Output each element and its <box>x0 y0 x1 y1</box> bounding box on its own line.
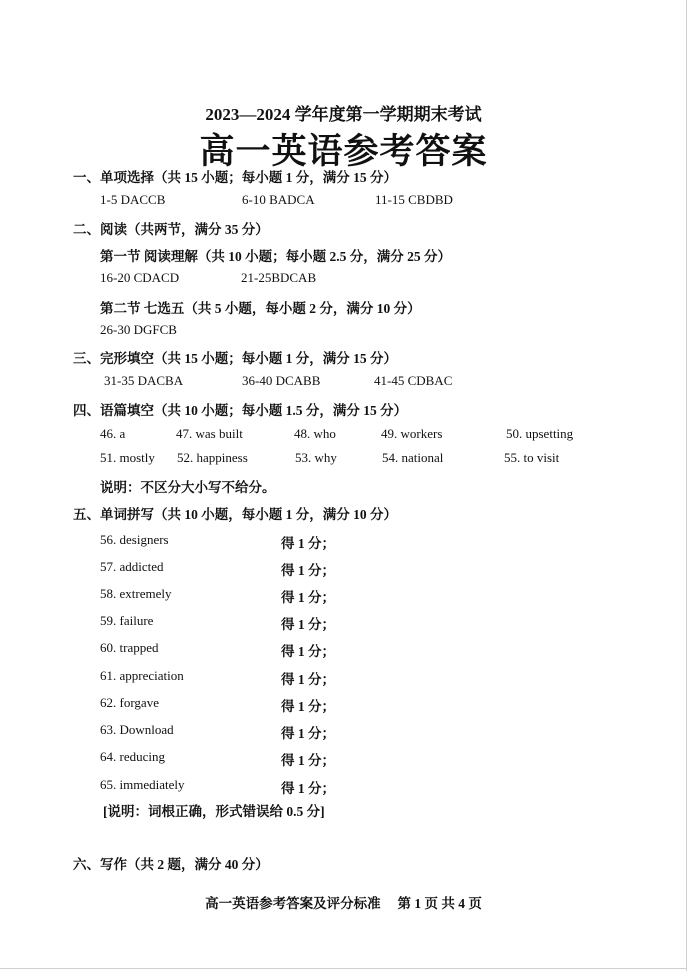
answer-item: 51. mostly <box>100 450 155 465</box>
answer-item: 53. why <box>295 450 337 465</box>
section-2-heading: 二、阅读（共两节，满分 35 分） <box>73 222 269 237</box>
answer-item: 55. to visit <box>504 450 560 465</box>
answer-group: 6-10 BADCA <box>242 192 315 207</box>
spelling-answer: 57. addicted <box>100 559 164 574</box>
answer-item: 50. upsetting <box>506 426 574 441</box>
spelling-answer: 64. reducing <box>100 749 165 764</box>
answer-group: 31-35 DACBA <box>104 373 184 388</box>
spelling-answer: 59. failure <box>100 613 154 628</box>
answer-group: 1-5 DACCB <box>100 192 166 207</box>
spelling-score: 得 1 分； <box>281 753 335 768</box>
spelling-answer: 56. designers <box>100 532 169 547</box>
section-5-heading: 五、单词拼写（共 10 小题，每小题 1 分，满分 10 分） <box>73 507 397 522</box>
spelling-score: 得 1 分； <box>281 672 335 687</box>
spelling-score: 得 1 分； <box>281 590 335 605</box>
exam-subtitle: 2023—2024 学年度第一学期期末考试 <box>205 105 482 124</box>
answer-item: 46. a <box>100 426 126 441</box>
page-title: 高一英语参考答案 <box>199 132 488 171</box>
spelling-score: 得 1 分； <box>281 726 335 741</box>
spelling-answer: 62. forgave <box>100 695 159 710</box>
spelling-answer: 61. appreciation <box>100 668 184 683</box>
section-4-note: 说明：不区分大小写不给分。 <box>100 480 276 495</box>
answer-item: 47. was built <box>176 426 243 441</box>
spelling-score: 得 1 分； <box>281 617 335 632</box>
section-2-part-2-heading: 第二节 七选五（共 5 小题，每小题 2 分，满分 10 分） <box>100 301 421 316</box>
spelling-answer: 60. trapped <box>100 640 159 655</box>
answer-group: 21-25BDCAB <box>241 270 317 285</box>
answer-group: 36-40 DCABB <box>242 373 321 388</box>
section-6-heading: 六、写作（共 2 题，满分 40 分） <box>73 857 269 872</box>
section-3-heading: 三、完形填空（共 15 小题；每小题 1 分，满分 15 分） <box>73 351 397 366</box>
spelling-answer: 58. extremely <box>100 586 172 601</box>
page-edge-bottom <box>0 968 687 969</box>
spelling-score: 得 1 分； <box>281 536 335 551</box>
answer-group: 11-15 CBDBD <box>375 192 453 207</box>
answer-item: 49. workers <box>381 426 443 441</box>
answer-group: 41-45 CDBAC <box>374 373 453 388</box>
section-4-heading: 四、语篇填空（共 10 小题；每小题 1.5 分，满分 15 分） <box>73 403 408 418</box>
answer-group: 26-30 DGFCB <box>100 322 177 337</box>
spelling-score: 得 1 分； <box>281 644 335 659</box>
answer-group: 16-20 CDACD <box>100 270 180 285</box>
answer-item: 54. national <box>382 450 444 465</box>
spelling-answer: 65. immediately <box>100 777 185 792</box>
spelling-score: 得 1 分； <box>281 781 335 796</box>
section-1-heading: 一、单项选择（共 15 小题；每小题 1 分，满分 15 分） <box>73 170 397 185</box>
spelling-answer: 63. Download <box>100 722 174 737</box>
section-2-part-1-heading: 第一节 阅读理解（共 10 小题；每小题 2.5 分，满分 25 分） <box>100 249 451 264</box>
spelling-score: 得 1 分； <box>281 699 335 714</box>
section-5-note: [说明：词根正确，形式错误给 0.5 分] <box>103 804 325 819</box>
answer-item: 48. who <box>294 426 336 441</box>
answer-item: 52. happiness <box>177 450 248 465</box>
page-footer: 高一英语参考答案及评分标准 第 1 页 共 4 页 <box>205 896 482 911</box>
spelling-score: 得 1 分； <box>281 563 335 578</box>
